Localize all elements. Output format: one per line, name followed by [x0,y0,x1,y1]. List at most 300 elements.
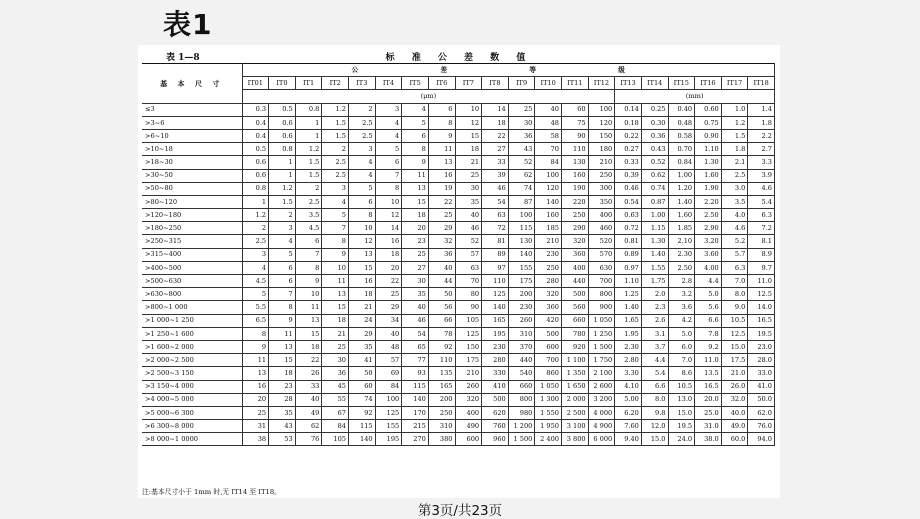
value-cell: 4.2 [668,314,695,327]
value-cell: 15 [402,195,429,208]
value-cell: 165 [428,380,455,393]
value-cell: 440 [508,354,535,367]
value-cell: 2.20 [695,195,722,208]
value-cell: 9 [295,275,322,288]
value-cell: 10 [349,222,376,235]
value-cell: 9.40 [615,433,642,446]
value-cell: 9 [242,340,269,353]
value-cell: 2.6 [641,314,668,327]
value-cell: 920 [562,340,589,353]
size-cell: >180~250 [142,222,242,235]
value-cell: 97 [482,261,509,274]
grade-header: IT7 [455,77,482,90]
value-cell: 5 [375,143,402,156]
value-cell: 2.5 [349,129,376,142]
value-cell: 1 [242,195,269,208]
value-cell: 36 [428,248,455,261]
size-cell: >3 150~4 000 [142,380,242,393]
value-cell: 26.0 [721,380,748,393]
value-cell: 4.5 [242,275,269,288]
value-cell: 5.2 [721,235,748,248]
value-cell: 115 [508,222,535,235]
value-cell: 1.55 [641,261,668,274]
value-cell: 9 [269,314,296,327]
value-cell: 8.9 [748,248,775,261]
value-cell: 25 [428,209,455,222]
value-cell: 1.5 [322,116,349,129]
value-cell: 50 [349,367,376,380]
table-row [142,116,775,129]
value-cell: 23.0 [748,340,775,353]
value-cell: 29 [349,327,376,340]
value-cell: 6.3 [748,209,775,222]
value-cell: 700 [535,354,562,367]
value-cell: 350 [588,195,615,208]
value-cell: 200 [508,288,535,301]
value-cell: 0.25 [641,103,668,116]
value-cell: 0.46 [615,182,642,195]
value-cell: 2.1 [721,156,748,169]
table-row [142,301,775,314]
size-cell: >1 250~1 600 [142,327,242,340]
value-cell: 160 [535,209,562,222]
value-cell: 48 [535,116,562,129]
value-cell: 11.0 [695,354,722,367]
value-cell: 0.6 [269,116,296,129]
value-cell: 33 [482,156,509,169]
value-cell: 1 350 [562,367,589,380]
value-cell: 0.27 [615,143,642,156]
value-cell: 21.0 [721,367,748,380]
value-cell: 43 [508,143,535,156]
value-cell: 23 [402,235,429,248]
value-cell: 0.72 [615,222,642,235]
value-cell: 60 [349,380,376,393]
value-cell: 3.9 [748,169,775,182]
value-cell: 1 500 [508,433,535,446]
value-cell: 1 [295,129,322,142]
value-cell: 3.6 [668,301,695,314]
value-cell: 1.85 [668,222,695,235]
grade-header: IT14 [641,77,668,90]
value-cell: 32.0 [721,393,748,406]
value-cell: 27 [482,143,509,156]
value-cell: 105 [322,433,349,446]
value-cell: 900 [588,301,615,314]
value-cell: 15 [269,354,296,367]
value-cell: 21 [455,156,482,169]
value-cell: 15 [322,301,349,314]
value-cell: 2.50 [668,261,695,274]
value-cell: 1.5 [721,129,748,142]
value-cell: 5 [349,182,376,195]
value-cell: 500 [562,288,589,301]
value-cell: 3 [375,103,402,116]
value-cell: 13 [269,340,296,353]
value-cell: 2.30 [615,340,642,353]
value-cell: 11 [242,354,269,367]
value-cell: 460 [588,222,615,235]
value-cell: 4 [375,129,402,142]
value-cell: 74 [349,393,376,406]
document-header [138,45,780,63]
grade-header: IT12 [588,77,615,90]
value-cell: 0.48 [668,116,695,129]
value-cell: 18 [482,116,509,129]
value-cell: 20 [242,393,269,406]
value-cell: 40 [402,301,429,314]
value-cell: 11 [322,275,349,288]
value-cell: 44 [428,275,455,288]
value-cell: 25 [455,169,482,182]
value-cell: 1 500 [588,340,615,353]
value-cell: 155 [375,420,402,433]
value-cell: 125 [375,406,402,419]
value-cell: 84 [375,380,402,393]
value-cell: 34 [375,314,402,327]
value-cell: 13 [402,182,429,195]
value-cell: 260 [455,380,482,393]
value-cell: 56 [428,301,455,314]
value-cell: 1 250 [588,327,615,340]
value-cell: 15.0 [641,433,668,446]
value-cell: 125 [482,288,509,301]
value-cell: 2.5 [242,235,269,248]
value-cell: 2 100 [588,367,615,380]
value-cell: 1.5 [295,156,322,169]
value-cell: 32 [428,235,455,248]
value-cell: 115 [402,380,429,393]
value-cell: 8.0 [721,288,748,301]
value-cell: 2.5 [721,169,748,182]
value-cell: 7.60 [615,420,642,433]
value-cell: 40 [375,327,402,340]
value-cell: 6 [349,195,376,208]
value-cell: 0.97 [615,261,642,274]
value-cell: 63 [482,209,509,222]
value-cell: 125 [455,327,482,340]
value-cell: 3 [269,222,296,235]
value-cell: 25 [402,248,429,261]
value-cell: 110 [482,275,509,288]
value-cell: 500 [482,393,509,406]
value-cell: 6.6 [641,380,668,393]
value-cell: 2.8 [668,275,695,288]
value-cell: 24 [349,314,376,327]
value-cell: 210 [588,156,615,169]
value-cell: 1.8 [748,116,775,129]
value-cell: 1.75 [641,275,668,288]
value-cell: 310 [508,327,535,340]
value-cell: 25.0 [695,406,722,419]
value-cell: 320 [535,288,562,301]
value-cell: 69 [375,367,402,380]
value-cell: 0.89 [615,248,642,261]
value-cell: 2.5 [349,116,376,129]
value-cell: 1.2 [269,182,296,195]
value-cell: 4 [402,103,429,116]
value-cell: 115 [349,420,376,433]
value-cell: 12.5 [721,327,748,340]
value-cell: 22 [295,354,322,367]
scanned-document [138,45,780,498]
value-cell: 12.5 [748,288,775,301]
page-number: 第3页/共23页 [417,503,503,519]
value-cell: 16 [242,380,269,393]
value-cell: 2 [349,103,376,116]
value-cell: 800 [588,288,615,301]
value-cell: 0.4 [242,116,269,129]
value-cell: 16.5 [748,314,775,327]
value-cell: 4.6 [748,182,775,195]
value-cell: 9.2 [695,340,722,353]
value-cell: 92 [428,340,455,353]
value-cell: 980 [508,406,535,419]
value-cell: 7.0 [668,354,695,367]
value-cell: 300 [588,182,615,195]
value-cell: 18 [402,209,429,222]
value-cell: 155 [508,261,535,274]
value-cell: 77 [402,354,429,367]
value-cell: 1 [269,169,296,182]
value-cell: 72 [482,222,509,235]
value-cell: 0.5 [269,103,296,116]
value-cell: 60.0 [721,433,748,446]
value-cell: 2.2 [748,129,775,142]
value-cell: 2.5 [322,169,349,182]
table-note: 注:基本尺寸小于 1mm 时,无 IT14 至 IT18。 [142,488,281,496]
value-cell: 1.90 [695,182,722,195]
value-cell: 87 [508,195,535,208]
value-cell: 11 [295,301,322,314]
table-row [142,235,775,248]
size-cell: >2 500~3 150 [142,367,242,380]
unit-um: (μm) [242,90,615,103]
value-cell: 6.6 [695,314,722,327]
value-cell: 140 [508,248,535,261]
value-cell: 43 [269,420,296,433]
value-cell: 700 [588,275,615,288]
value-cell: 20 [402,222,429,235]
value-cell: 67 [322,406,349,419]
value-cell: 4 [269,235,296,248]
size-cell: >18~30 [142,156,242,169]
value-cell: 66 [428,314,455,327]
value-cell: 8 [428,116,455,129]
table-row [142,433,775,446]
value-cell: 360 [535,301,562,314]
table-label: 表 1—8 [166,53,200,63]
value-cell: 0.30 [641,116,668,129]
value-cell: 16.5 [695,380,722,393]
value-cell: 4.4 [695,275,722,288]
value-cell: 6 [428,103,455,116]
value-cell: 165 [482,314,509,327]
value-cell: 630 [588,261,615,274]
value-cell: 175 [508,275,535,288]
value-cell: 54 [402,327,429,340]
value-cell: 0.8 [242,182,269,195]
value-cell: 2.5 [295,195,322,208]
grade-header: IT18 [748,77,775,90]
grade-header: IT2 [322,77,349,90]
value-cell: 9.7 [748,261,775,274]
value-cell: 660 [562,314,589,327]
value-cell: 3.20 [695,235,722,248]
value-cell: 80 [455,288,482,301]
value-cell: 26 [295,367,322,380]
value-cell: 41.0 [748,380,775,393]
table-row [142,129,775,142]
value-cell: 20.0 [695,393,722,406]
value-cell: 15.0 [668,406,695,419]
value-cell: 13 [349,248,376,261]
value-cell: 3 [349,143,376,156]
value-cell: 36 [322,367,349,380]
value-cell: 50 [428,288,455,301]
value-cell: 13.5 [695,367,722,380]
value-cell: 400 [455,406,482,419]
value-cell: 5.4 [641,367,668,380]
value-cell: 0.3 [242,103,269,116]
value-cell: 780 [562,327,589,340]
value-cell: 28.0 [748,354,775,367]
value-cell: 1.60 [668,209,695,222]
value-cell: 4 000 [588,406,615,419]
value-cell: 4.4 [641,354,668,367]
value-cell: 600 [535,340,562,353]
value-cell: 100 [588,103,615,116]
value-cell: 220 [562,195,589,208]
value-cell: 39 [482,169,509,182]
value-cell: 230 [508,301,535,314]
value-cell: 195 [482,327,509,340]
table-row [142,406,775,419]
value-cell: 2.90 [695,222,722,235]
table-row [142,367,775,380]
value-cell: 2 [242,222,269,235]
value-cell: 13 [428,156,455,169]
value-cell: 620 [482,406,509,419]
value-cell: 6.3 [721,261,748,274]
grade-header: IT4 [375,77,402,90]
value-cell: 24.0 [668,433,695,446]
value-cell: 4 900 [588,420,615,433]
size-cell: >2 000~2 500 [142,354,242,367]
value-cell: 380 [428,433,455,446]
value-cell: 41 [349,354,376,367]
value-cell: 5 [242,288,269,301]
value-cell: 81 [482,235,509,248]
value-cell: 1.2 [721,116,748,129]
value-cell: 14 [482,103,509,116]
value-cell: 31 [242,420,269,433]
value-cell: 49 [295,406,322,419]
value-cell: 0.75 [695,116,722,129]
value-cell: 105 [455,314,482,327]
value-cell: 1.40 [641,248,668,261]
table-row [142,288,775,301]
value-cell: 1.15 [641,222,668,235]
value-cell: 2.80 [615,354,642,367]
value-cell: 8 [269,301,296,314]
value-cell: 75 [562,116,589,129]
value-cell: 290 [562,222,589,235]
value-cell: 2.3 [641,301,668,314]
value-cell: 7.8 [695,327,722,340]
value-cell: 70 [535,143,562,156]
value-cell: 135 [428,367,455,380]
table-row [142,261,775,274]
value-cell: 21 [322,327,349,340]
value-cell: 78 [428,327,455,340]
value-cell: 5.6 [695,301,722,314]
value-cell: 94.0 [748,433,775,446]
value-cell: 0.87 [641,195,668,208]
value-cell: 0.14 [615,103,642,116]
value-cell: 0.40 [668,103,695,116]
value-cell: 2 [322,143,349,156]
value-cell: 4.10 [615,380,642,393]
grade-header: IT16 [695,77,722,90]
value-cell: 1 [269,156,296,169]
value-cell: 12 [375,209,402,222]
value-cell: 4 [242,261,269,274]
value-cell: 21 [349,301,376,314]
value-cell: 0.52 [641,156,668,169]
value-cell: 10.5 [668,380,695,393]
value-cell: 1.8 [721,143,748,156]
value-cell: 1.20 [668,182,695,195]
value-cell: 0.63 [615,209,642,222]
value-cell: 89 [482,248,509,261]
value-cell: 210 [455,367,482,380]
value-cell: 16 [375,235,402,248]
value-cell: 40 [295,393,322,406]
value-cell: 230 [535,248,562,261]
value-cell: 18 [295,340,322,353]
value-cell: 5 [402,116,429,129]
value-cell: 170 [402,406,429,419]
table-row [142,340,775,353]
value-cell: 1 300 [535,393,562,406]
value-cell: 260 [508,314,535,327]
value-cell: 0.33 [615,156,642,169]
grade-header: IT5 [402,77,429,90]
value-cell: 1.5 [322,129,349,142]
value-cell: 215 [402,420,429,433]
value-cell: 1.00 [668,169,695,182]
value-cell: 35 [455,195,482,208]
value-cell: 2 000 [562,393,589,406]
value-cell: 1 050 [535,380,562,393]
value-cell: 22 [482,129,509,142]
grade-header: IT11 [562,77,589,90]
value-cell: 5.00 [615,393,642,406]
value-cell: 9.8 [641,406,668,419]
value-cell: 2 400 [535,433,562,446]
value-cell: 280 [482,354,509,367]
value-cell: 7.2 [748,222,775,235]
value-cell: 210 [535,235,562,248]
value-cell: 400 [588,209,615,222]
size-cell: >4 000~5 000 [142,393,242,406]
table-row [142,156,775,169]
table-row [142,380,775,393]
value-cell: 2.0 [641,288,668,301]
value-cell: 13 [322,288,349,301]
value-cell: 0.60 [695,103,722,116]
